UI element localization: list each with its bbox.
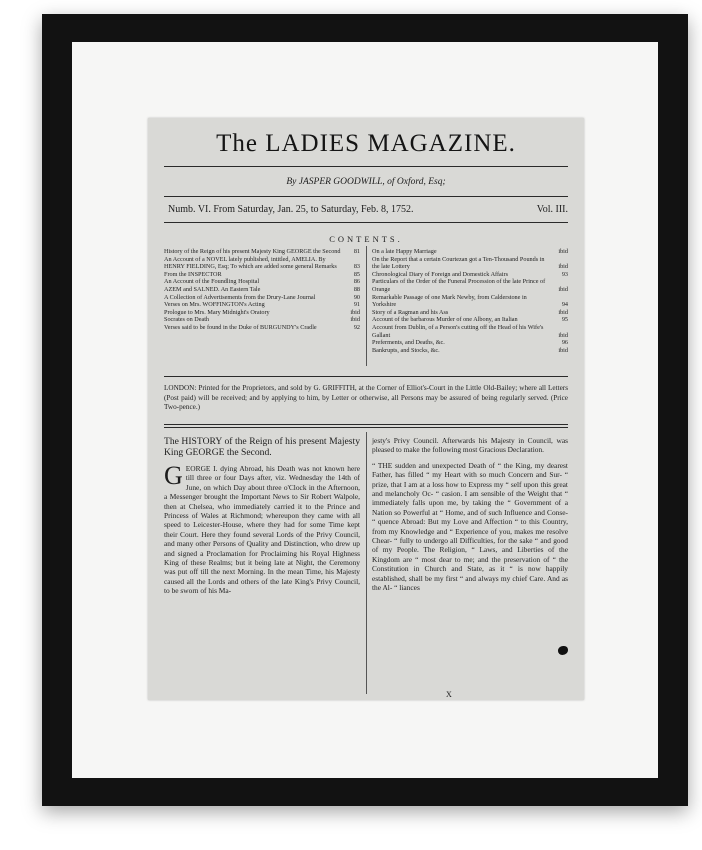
- toc-item: Account of the barbarous Murder of one Albony, an Italian 95: [372, 316, 568, 324]
- toc-item: Bankrupts, and Stocks, &c. ibid: [372, 346, 568, 354]
- toc-item: An Account of a NOVEL lately published, intitled, AMELIA. By HENRY FIELDING, Esq; To which are added some general Remarks 83: [164, 255, 360, 271]
- contents-heading: CONTENTS.: [329, 234, 403, 244]
- toc-item: Particulars of the Order of the Funeral Procession of the late Prince of Orange ibid: [372, 278, 568, 293]
- imprint: LONDON: Printed for the Proprietors, and sold by G. GRIFFITH, at the Corner of Elliot's-Court in the Little Old-Bailey; where all Letters (Post paid) will be received; and by applying to him, by Letter or otherwise, all Persons may be assured of being regularly served. (Price Two-pence.): [164, 384, 568, 411]
- toc-item: AZEM and SALNED. An Eastern Tale 88: [164, 285, 360, 293]
- toc-item: Verses said to be found in the Duke of BURGUNDY's Cradle 92: [164, 323, 360, 331]
- masthead-title: The LADIES MAGAZINE.: [216, 130, 516, 157]
- toc-item: From the INSPECTOR 85: [164, 270, 360, 278]
- article-body-left: [164, 461, 360, 596]
- issue-number: Numb. VI. From Saturday, Jan. 25, to Saturday, Feb. 8, 1752.: [168, 204, 414, 215]
- toc-item: History of the Reign of his present Majesty King GEORGE the Second 81: [164, 248, 360, 255]
- contents-left-column: [164, 248, 360, 332]
- column-divider: [366, 432, 367, 694]
- article-text: EORGE I. dying Abroad, his Death was not known here till three or four Days after, viz. Wednesday the 14th of June, on which Day about three o'Clock in the Afternoon, a Messenger brought the Important News to Sir Robert Walpole, then at Chelsea, who immediately carried it to the Prince and Princess of Wales at Richmond; whereupon they came with all speed to Leicester-House, where they had for some Time kept their Court. Here they found several Lords of the Privy Council, and many other Persons of Quality and Distinction, who drew up and signed a Proclamation for Proclaiming his Royal Highness King of these Realms; but it being late at Night, the Ceremony was put off till the next Morning. In the mean Time, his Majesty caused all the Lords and others of the late King's Privy Council, to be sworn of his Ma-: [164, 464, 360, 596]
- issue-volume: Vol. III.: [536, 204, 568, 215]
- rule: [164, 376, 568, 377]
- magazine-page: [148, 118, 584, 700]
- rule: [164, 166, 568, 167]
- article-title: The HISTORY of the Reign of his present Majesty King GEORGE the Second.: [164, 436, 360, 458]
- toc-item: Prologue to Mrs. Mary Midnight's Oratory ibid: [164, 308, 360, 316]
- toc-item: Account from Dublin, of a Person's cutting off the Head of his Wife's Gallant ibid: [372, 323, 568, 339]
- toc-item: Remarkable Passage of one Mark Newby, from Calderstone in Yorkshire 94: [372, 293, 568, 309]
- toc-item: Socrates on Death ibid: [164, 316, 360, 324]
- drop-cap: G: [164, 461, 183, 490]
- rule: [164, 222, 568, 223]
- toc-item: Story of a Ragman and his Ass ibid: [372, 308, 568, 316]
- signature-mark: X: [446, 690, 452, 699]
- toc-item: On a late Happy Marriage ibid: [372, 248, 568, 255]
- toc-item: Verses on Mrs. WOFFINGTON's Acting 91: [164, 301, 360, 309]
- toc-item: Preferments, and Deaths, &c. 96: [372, 339, 568, 347]
- issue-line: [168, 204, 568, 215]
- contents-divider: [366, 246, 367, 366]
- toc-item: A Collection of Advertisements from the Drury-Lane Journal 90: [164, 293, 360, 301]
- rule: [164, 427, 568, 428]
- article-right-column: [372, 436, 568, 593]
- toc-item: Chronological Diary of Foreign and Domestick Affairs 93: [372, 270, 568, 278]
- toc-item: On the Report that a certain Courtezan got a Ten-Thousand Pounds in the late Lottery ibid: [372, 255, 568, 271]
- article-left-column: [164, 436, 360, 596]
- rule: [164, 424, 568, 425]
- toc-item: An Account of the Foundling Hospital 86: [164, 278, 360, 286]
- rule: [164, 196, 568, 197]
- declaration-quote: “ THE sudden and unexpected Death of “ the King, my dearest Father, has filled “ my Heart with so much Concern and Sur- “ prize, that I am at a loss how to Express my “ self upon this great and melancholy Oc- “ casion. I am sensible of the Weight that “ immediately falls upon me, by taking the “ Government of a Nation so Powerful at “ Home, and of such Influence and Conse- “ quence Abroad: But my Love and Affection “ to this Country, from my Knowledge and “ Experience of you, makes me resolve Chear- “ fully to undergo all Difficulties, for the sake “ and good of my People. The Religion, “ Laws, and Liberties of the Kingdom are “ most dear to me; and the preservation of “ the Constitution in Church and State, as it “ is now happily established, shall be my first “ and always my chief Care. And as the Al- “ liances: [372, 460, 568, 593]
- article-body-right-intro: jesty's Privy Council. Afterwards his Majesty in Council, was pleased to make the following most Gracious Declaration.: [372, 436, 568, 455]
- byline: By JASPER GOODWILL, of Oxford, Esq;: [286, 177, 446, 187]
- ink-blot: [558, 646, 568, 655]
- contents-right-column: [372, 248, 568, 354]
